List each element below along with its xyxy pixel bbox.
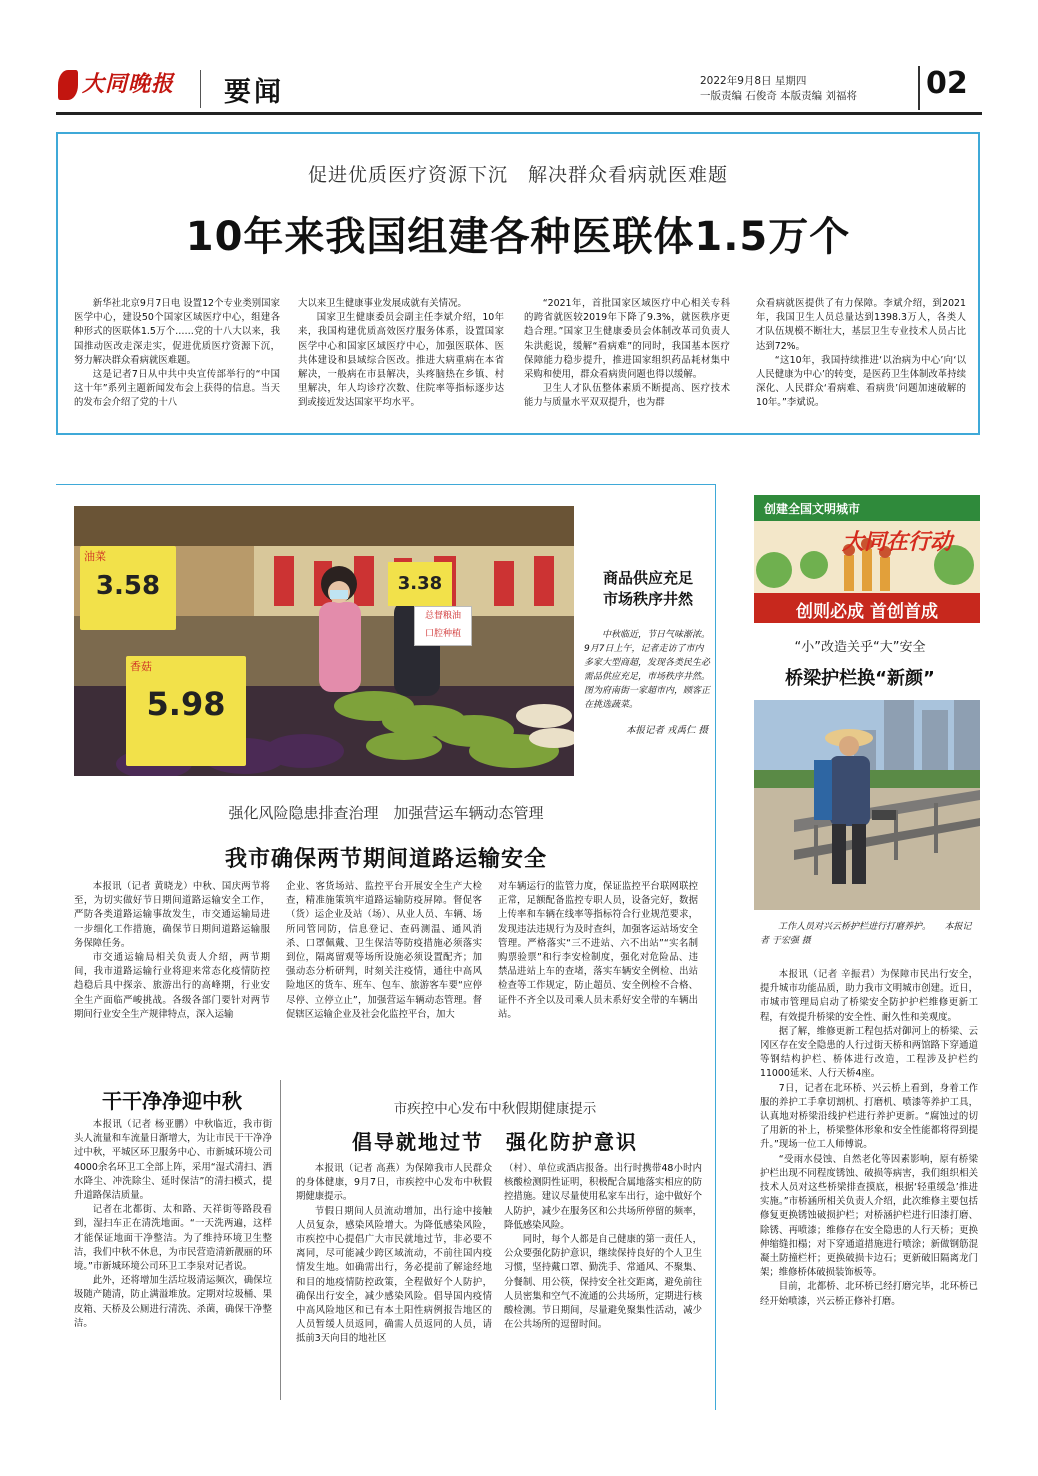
price-sign-label: 油菜: [84, 550, 106, 563]
store-notice-line: 总督粮油: [424, 611, 461, 621]
article-paragraph: 本报讯（记者 辛振君）为保障市民出行安全，提升城市功能品质，助力我市文明城市创建。近日，市城市管理局启动了桥梁安全防护护栏维修更新工程，有效提升桥梁的安全性、耐久性和美观度。: [760, 969, 978, 1023]
banner-slogan: 大同在行动: [842, 529, 953, 555]
top-story-column-4: [756, 297, 966, 431]
article-paragraph: （村）、单位或酒店报备。出行时携带48小时内核酸检测阴性证明，积极配合属地落实相应的防控措施。建议尽量使用私家车出行，途中做好个人防护，减少在服务区和公共场所停留的频率，降低感染风险。: [504, 1163, 702, 1231]
clean-story-body: [74, 1118, 272, 1404]
article-paragraph: 据了解，维修更新工程包括对御河上的桥梁、云冈区存在安全隐患的人行过街天桥和两馆路下穿通道等钢结构护栏、桥体进行改造，工程涉及护栏约11000延米、人行天桥4座。: [760, 1025, 978, 1080]
article-paragraph: “2021年，首批国家区域医疗中心相关专科的跨省就医较2019年下降了9.3%，就医秩序更趋合理。”国家卫生健康委员会体制改革司负责人朱洪彪说，缓解“看病难”的同时，我国基本医疗保障能力稳步提升，推进国家组织药品耗材集中采购和使用，群众看病贵问题也得以缓解。: [524, 298, 730, 381]
column-separator: [280, 1080, 281, 1400]
article-paragraph: 同时，每个人都是自己健康的第一责任人，公众要强化防护意识，继续保持良好的个人卫生习惯，坚持戴口罩、勤洗手、常通风、不聚集、分餐制、用公筷，保持安全社交距离，避免前往人员密集和空气不流通的公共场所，定期进行核酸检测。节日期间，尽量避免聚集性活动，减少在公共场所的逗留时间。: [504, 1234, 702, 1331]
road-story-column-1: [74, 880, 270, 1068]
article-paragraph: 记者在北都街、太和路、天祥街等路段看到，湿扫车正在清洗地面。“一天洗两遍，这样才能保证地面干净整洁。为了维持环境卫生整洁，我们中秋不休息，为市民营造清新靓丽的环境。”市新城环境公司环卫工李泉对记者说。: [74, 1204, 272, 1273]
article-paragraph: 市交通运输局相关负责人介绍，两节期间，我市道路运输行业将迎来常态化疫情防控趋稳后具中探亲、旅游出行的高峰期，行业安全生产面临严峻挑战。各级各部门要针对两节期间行业安全生产规律特点，深入运输: [74, 952, 270, 1020]
editor-line: 一版责编 石俊奇 本版责编 刘福将: [700, 90, 858, 102]
photo-credit: 本报记者 戎禹仁 摄: [625, 725, 708, 736]
store-notice-sign: [414, 606, 472, 646]
logo-text: 大同晚报: [82, 71, 175, 97]
banner-bottom-text: 创则必成 首创首成: [796, 602, 938, 622]
article-paragraph: 7日，记者在北环桥、兴云桥上看到，身着工作服的养护工手拿切割机、打磨机、喷漆等养护工具，认真地对桥梁沿线护栏进行养护更新。“腐蚀过的切了用新的补上，桥梁整体形象和安全性能都将得到提升。”现场一位工人师傅说。: [760, 1082, 978, 1151]
article-paragraph: 节假日期间人员流动增加，出行途中接触人员复杂，感染风险增大。为降低感染风险，市疾控中心提倡广大市民就地过节，非必要不离同，尽可能减少跨区域流动，不前往国内疫情发生地。如确需出行，务必提前了解途经地和目的地疫情防控政策，全程做好个人防护，确保出行安全，减少感染风险。倡导国内疫情中高风险地区和已有本土阳性病例报告地区的人员暂缓人员返同，确需人员返同的人员，请抵前3天向目的地社区: [296, 1205, 492, 1345]
road-story-column-3: [498, 880, 698, 1068]
photo-story-title: 商品供应充足 市场秩序井然: [602, 569, 693, 608]
photo-story-caption: 中秋临近，节日气味渐浓。9月7日上午，记者走访了市内多家大型商超，发现各类民生必需品供应充足，市场秩序井然。图为府南街一家超市内，顾客正在挑选蔬菜。: [584, 630, 711, 710]
article-paragraph: 此外，还将增加生活垃圾清运频次，确保垃圾随产随清，防止满溢堆放。定期对垃圾桶、果皮箱、天桥及公厕进行清洗、杀菌，确保干净整洁。: [74, 1275, 272, 1329]
date-line: 2022年9月8日 星期四: [700, 75, 807, 87]
store-notice-line: 口腔种植: [424, 629, 461, 639]
bridge-story-kicker: “小”改造关乎“大”安全: [794, 640, 926, 655]
top-story-kicker: 促进优质医疗资源下沉 解决群众看病就医难题: [307, 164, 728, 186]
article-paragraph: 企业、客货场站、监控平台开展安全生产大检查，精准施策筑牢道路运输防疫屏障。督促客（货）运企业及站（场）、从业人员、车辆、场所同管同防，信息登记、查码测温、通风消杀、口罩佩戴、卫生保洁等防疫措施必须落实到位，隔离留观等场所设施必须设置配齐；加强动态分析研判，时刻关注疫情，通往中高风险地区的货车、班车、包车、旅游客车要“应停尽停、立停立止”，加强营运车辆动态管理。督促辖区运输企业及社会化监控平台，加大: [286, 881, 482, 1020]
header-divider: [200, 70, 201, 108]
price-sign-value: 5.98: [146, 685, 226, 723]
bridge-photo-caption: 工作人员对兴云桥护栏进行打磨养护。 本报记者 于宏强 摄: [760, 922, 972, 946]
price-sign-rapeseed: [80, 546, 176, 630]
article-paragraph: “受雨水侵蚀、自然老化等因素影响，原有桥梁护栏出现不同程度锈蚀、破损等病害，我们组织相关技术人员对这些桥梁排查摸底，根据‘轻重缓急’推进实施。”市桥涵所相关负责人介绍，此次维修主要包括修复更换锈蚀破损护栏；对桥涵护栏进行旧漆打磨、除锈、再喷漆；维修存在安全隐患的人行天桥；更换伸缩缝扣榻；对下穿通道措施进行喷涂；新做钢筋混凝土防撞栏杆；更换破损卡边石；更新破旧隔离龙门架；维修桥体破损装饰板等。: [760, 1153, 978, 1279]
health-story-kicker: 市疾控中心发布中秋假期健康提示: [393, 1101, 597, 1117]
price-sign-label: 香菇: [130, 660, 152, 673]
civilized-city-banner: [754, 495, 980, 623]
road-story-headline: 我市确保两节期间道路运输安全: [224, 847, 547, 872]
newspaper-logo: [58, 64, 188, 104]
section-title: 要闻: [224, 77, 284, 108]
road-story-column-2: [286, 880, 482, 1068]
clean-story-headline: 干干净净迎中秋: [102, 1089, 242, 1113]
bridge-story-body: [760, 968, 978, 1408]
article-paragraph: “这10年，我国持续推进‘以治病为中心’向‘以人民健康为中心’的转变，是医药卫生体制改革持续深化、人民群众‘看病难、看病贵’问题加速破解的10年。”李斌说。: [756, 354, 966, 409]
price-sign-value: 3.38: [397, 573, 443, 594]
header-rule: [56, 112, 982, 115]
page-number-divider: [918, 66, 920, 110]
bridge-scene: [754, 700, 980, 910]
road-story-kicker: 强化风险隐患排查治理 加强营运车辆动态管理: [228, 804, 544, 822]
price-sign-mushroom: [126, 656, 246, 766]
supermarket-photo: [74, 506, 574, 776]
health-story-headline: 倡导就地过节 强化防护意识: [352, 1130, 638, 1154]
top-story-column-1: [74, 297, 280, 431]
article-paragraph: 大以来卫生健康事业发展成就有关情况。: [298, 298, 467, 309]
bridge-story-headline: 桥梁护栏换“新颜”: [785, 668, 935, 689]
article-paragraph: 对车辆运行的监管力度，保证监控平台联网联控正常，足额配备监控专职人员，设备完好，数据上传率和车辆在线率等指标符合行业规范要求，发现违法违规行为及时查纠，加强客运站场安全管理。严格落实“三不进站、六不出站”“实名制购票验票”和行李安检制度，强化对危险品、违禁品进站上车的查堵，落实车辆安全例检、出站检查等工作规定，防止超员、安全例检不合格、证件不齐全以及司乘人员未系好安全带的车辆出站。: [498, 881, 698, 1020]
top-story-column-3: [524, 297, 730, 431]
health-story-column-2: [504, 1162, 702, 1402]
price-sign-value: 3.58: [95, 571, 161, 601]
article-paragraph: 本报讯（记者 高燕）为保障我市人民群众的身体健康，9月7日，市疾控中心发布中秋假期健康提示。: [296, 1163, 492, 1203]
health-story-column-1: [296, 1162, 492, 1402]
top-story-headline: 10年来我国组建各种医联体1.5万个: [185, 214, 851, 260]
article-paragraph: 卫生人才队伍整体素质不断提高、医疗技术能力与质量水平双双提升，也为群: [524, 383, 730, 409]
date-editor-info: [700, 74, 857, 104]
article-paragraph: 本报讯（记者 杨亚鹏）中秋临近，我市街头人流量和车流量日渐增大，为让市民干干净净过中秋，平城区环卫服务中心、市新城环境公司4000余名环卫工全部上阵，采用“湿式清扫、洒水降尘、冲洗除尘、延时保洁”的清扫模式，提升道路保洁质量。: [74, 1119, 272, 1202]
article-paragraph: 新华社北京9月7日电 设置12个专业类别国家医学中心，建设50个国家区域医疗中心，组建各种形式的医联体1.5万个……党的十八大以来，我国推动医改走深走实，促进优质医疗资源下沉，努力解决群众看病就医难题。: [74, 298, 280, 366]
article-paragraph: 众看病就医提供了有力保障。李斌介绍，到2021年，我国卫生人员总量达到1398.3万人，各类人才队伍规模不断壮大，基层卫生专业技术人员占比达到72%。: [756, 298, 966, 352]
article-paragraph: 目前，北都桥、北环桥已经打磨完毕，北环桥已经开始喷漆，兴云桥正修补打磨。: [760, 1281, 978, 1307]
article-paragraph: 国家卫生健康委员会副主任李斌介绍，10年来，我国构建优质高效医疗服务体系，设置国家医学中心和国家区域医疗中心，加强医联体、医共体建设和县域综合医改。推进大病重病在本省解决，一般病在市县解决，头疼脑热在乡镇、村里解决，年人均诊疗次数、住院率等指标逐步达到或接近发达国家平均水平。: [298, 312, 504, 409]
banner-top-text: 创建全国文明城市: [764, 502, 861, 516]
logo-flame-icon: [58, 70, 78, 100]
bridge-railing-photo: [754, 700, 980, 910]
top-story-column-2: [298, 297, 504, 431]
page-number: 02: [926, 66, 968, 101]
article-paragraph: 本报讯（记者 黄晓龙）中秋、国庆两节将至，为切实做好节日期间道路运输安全工作，严防各类道路运输事故发生，市交通运输局进一步细化工作措施，确保节日期间道路运输服务保障任务。: [74, 881, 270, 949]
price-sign-small: [388, 562, 452, 606]
article-paragraph: 这是记者7日从中共中央宣传部举行的“中国这十年”系列主题新闻发布会上获得的信息。当天的发布会介绍了党的十八: [74, 369, 280, 409]
